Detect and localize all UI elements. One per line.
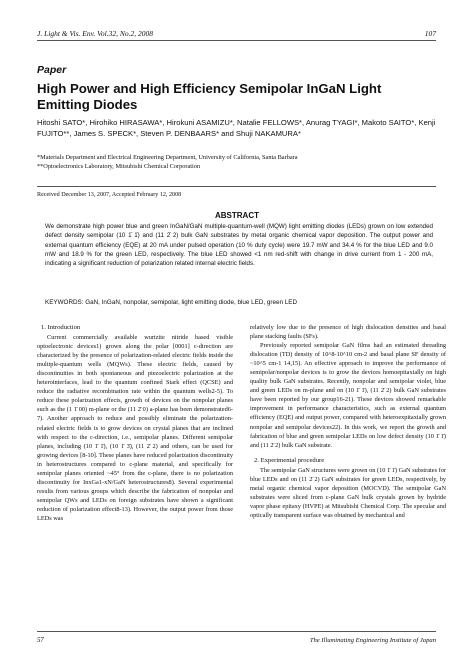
footer-rule (37, 631, 436, 632)
body-column-right (250, 323, 446, 520)
body-paragraph: Previously reported semipolar GaN films had an estimated threading dislocation (TD) density of 10^8-10^10 cm-2 and basal plane SF density of ~10^5 cm-1 14,15). An effective approach to improve the performance of semipolar/nonpolar devices is to grow the devices homoepitaxially on high quality bulk GaN substrates. Recently, nonpolar and semipolar violet, blue and green LEDs on m-plane and on (10 1̄ 1̄), (11 2̄ 2) bulk GaN substrates have been reported by our group16-21). These devices showed remarkable improvement in performance characteristics, such as external quantum efficiency (EQE) and output power, compared with heteroexpitaxially grown nonpolar and semipolar devices22). In this work, we report the growth and fabrication of blue and green semipolar LEDs on low defect density (10 1̄ 1̄) and (11 2̄ 2) bulk GaN substrate. (250, 342, 446, 449)
footer-page-number: 57 (37, 637, 44, 644)
paper-title: High Power and High Efficiency Semipolar InGaN Light Emitting Diodes (37, 81, 382, 112)
footer-society: The Illuminating Engineering Institute of Japan (309, 637, 436, 644)
affiliation-2: **Optoelectronics Laboratory, Mitsubishi Chemical Corporation (37, 163, 201, 170)
body-column-left (37, 323, 233, 523)
keywords: KEYWORDS: GaN, InGaN, nonpolar, semipolar, light emitting diode, blue LED, green LED (45, 299, 297, 306)
body-paragraph: relatively low due to the presence of high dislocation densities and basal plane stacking faults (SFs). (250, 324, 446, 341)
body-paragraph: Current commercially available wurtzite nitride based visible optoelectronic devices1) grown along the polar [0001] c-direction are characterized by the presence of polarization-related electric fields inside the multiple-quantum wells (MQWs). These electric fields, caused by discontinuities in both spontaneous and piezoelectric polarization at the heterointerfaces, lead to the quantum confined Stark effect (QCSE) and reduce the radiative recombination rate within the quantum wells2-5). To reduce these polarization effects, growth of devices on the nonpolar planes such as the (1 1̄ 00) m-plane or the (11 2̄ 0) a-plane has been demonstrated6-7). Another approach to reduce and possibly eliminate the polarization-related electric fields is to grow devices on crystal planes that are inclined with respect to the c-direction, i.e., semipolar planes. Different semipolar planes, including (10 1̄ 1̄), (10 1̄ 3̄), (11 2̄ 2) and others, can be used for growing devices [8-10]. These planes have reduced polarization discontinuity in heterostructures compared to c-plane material, and specifically for semipolar planes oriented ~45° from the c-plane, there is no polarization discontinuity for InxGa1-xN/GaN heterostructures8). Several experimental results from various groups which describe the fabrication of nonpolar and semipolar QWs and LEDs on foreign substrates have shown a significant reduction of polarization effect8-13). However, the output power from those LEDs was (37, 334, 233, 522)
affiliations (37, 153, 437, 171)
received-dates: Received December 13, 2007, Accepted February 12, 2008 (37, 192, 182, 198)
affiliation-1: *Materials Department and Electrical Engineering Department, University of California, Santa Barbara (37, 154, 298, 161)
running-header-page: 107 (424, 29, 436, 38)
author-list: Hitoshi SATO*, Hirohiko HIRASAWA*, Hirokuni ASAMIZU*, Natalie FELLOWS*, Anurag TYAGI*, Makoto SAITO*, Kenji FUJITO**, James S. SPECK*, Steven P. DENBAARS* and Shuji NAKAMURA* (37, 118, 436, 138)
abstract-heading: ABSTRACT (215, 211, 259, 220)
section-heading-experimental: 2. Experimental procedure (254, 456, 325, 464)
affiliation-rule (37, 186, 436, 187)
abstract-text: We demonstrate high power blue and green InGaN/GaN multiple-quantum-well (MQW) light emitting diodes (LEDs) grown on low extended defect density semipolar (10 1̄ 1̄) and (11 2̄ 2) bulk GaN substrates by metal organic chemical vapor deposition. The output power and external quantum efficiency (EQE) at 20 mA under pulsed operation (10 % duty cycle) were 19.7 mW and 34.4 % for the blue LED and 9.0 mW and 18.9 % for the green LED, respectively. The blue LED showed <1 nm red-shift with change in drive current from 1 - 200 mA, indicating a significant reduction of polarization related internal electric fields. (45, 223, 433, 268)
section-heading-introduction: 1. Introduction (41, 324, 81, 331)
section-tag: Paper (37, 64, 67, 76)
body-paragraph: The semipolar GaN structures were grown on (10 1̄ 1̄) GaN substrates for blue LEDs and on (11 2̄ 2) GaN substrates for green LEDs, respectively, by metal organic chemical vapor deposition (MOCVD). The semipolar GaN substrates were sliced from c-plane GaN bulk crystals grown by hydride vapor phase epitaxy (HVPE) at Mitsubishi Chemical Corp. The specular and optically transparent surface was obtained by mechanical and (250, 466, 446, 519)
running-header-journal: J. Light & Vis. Env. Vol.32, No.2, 2008 (37, 29, 153, 38)
header-rule (37, 40, 436, 41)
